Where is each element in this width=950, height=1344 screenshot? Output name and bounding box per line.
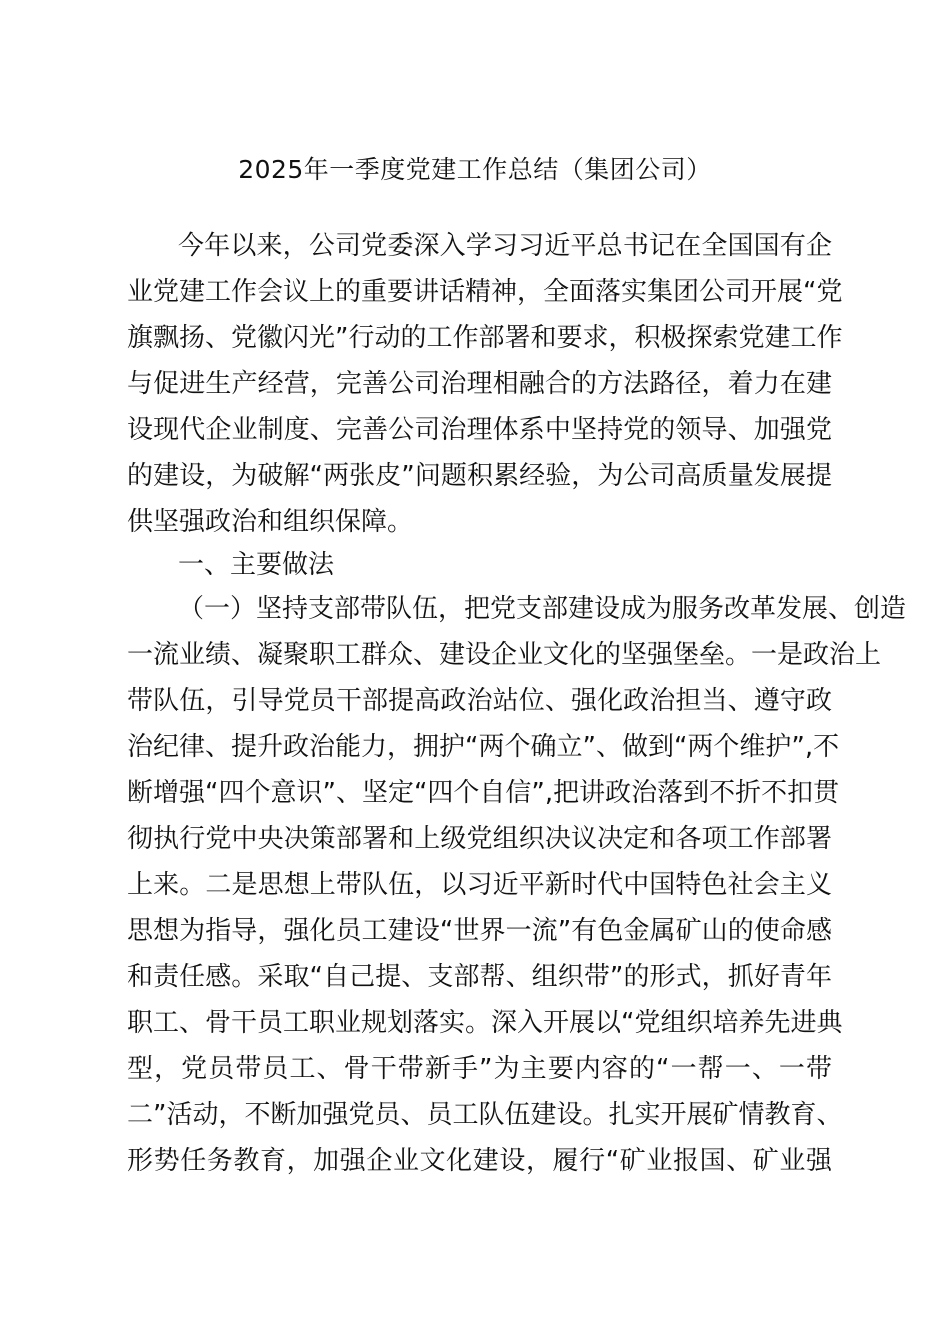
paragraph-line: 与促进生产经营，完善公司治理相融合的方法路径，着力在建	[127, 369, 832, 399]
paragraph-line: 旗飘扬、党徽闪光”行动的工作部署和要求，积极探索党建工作	[127, 323, 843, 353]
paragraph-line: 型，党员带员工、骨干带新手”为主要内容的“一帮一、一带	[127, 1054, 832, 1084]
paragraph-line: 上来。二是思想上带队伍，以习近平新时代中国特色社会主义	[127, 870, 832, 900]
paragraph-line: 的建设，为破解“两张皮”问题积累经验，为公司高质量发展提	[127, 461, 832, 491]
section-heading: 一、主要做法	[178, 550, 335, 580]
paragraph-line: 设现代企业制度、完善公司治理体系中坚持党的领导、加强党	[127, 415, 832, 445]
paragraph-line: 思想为指导，强化员工建设“世界一流”有色金属矿山的使命感	[127, 916, 832, 946]
paragraph-line: 形势任务教育，加强企业文化建设，履行“矿业报国、矿业强	[127, 1146, 832, 1176]
paragraph-line: 带队伍，引导党员干部提高政治站位、强化政治担当、遵守政	[127, 686, 832, 716]
paragraph-line: 二”活动，不断加强党员、员工队伍建设。扎实开展矿情教育、	[127, 1100, 843, 1130]
paragraph-line: 业党建工作会议上的重要讲话精神，全面落实集团公司开展“党	[127, 277, 843, 307]
paragraph-line: 供坚强政治和组织保障。	[127, 507, 414, 537]
paragraph-line: 和责任感。采取“自己提、支部帮、组织带”的形式，抓好青年	[127, 962, 832, 992]
paragraph-line: 断增强“四个意识”、坚定“四个自信”,把讲政治落到不折不扣贯	[127, 778, 840, 808]
paragraph-line: 彻执行党中央决策部署和上级党组织决议决定和各项工作部署	[127, 824, 832, 854]
paragraph-line: 职工、骨干员工职业规划落实。深入开展以“党组织培养先进典	[127, 1008, 843, 1038]
subsection-heading-line: （一）坚持支部带队伍，把党支部建设成为服务改革发展、创造	[178, 594, 907, 624]
paragraph-line: 治纪律、提升政治能力，拥护“两个确立”、做到“两个维护”,不	[127, 732, 840, 762]
paragraph-line: 一流业绩、凝聚职工群众、建设企业文化的坚强堡垒。一是政治上	[127, 640, 882, 670]
paragraph-line: 今年以来，公司党委深入学习习近平总书记在全国国有企	[178, 231, 832, 261]
document-title: 2025年一季度党建工作总结（集团公司）	[238, 155, 712, 184]
